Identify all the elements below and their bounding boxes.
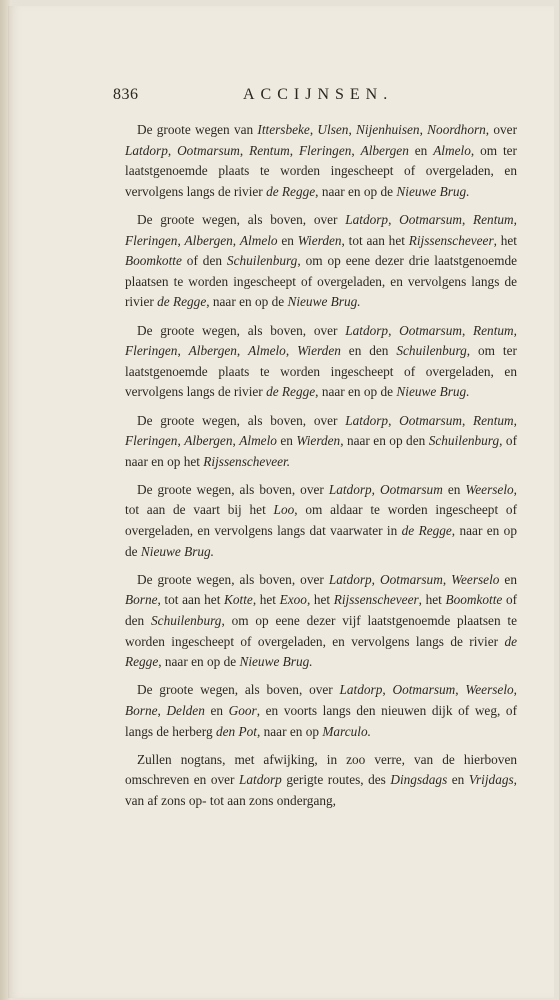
italic-text-run: Ootmarsum bbox=[399, 322, 462, 338]
text-run: , bbox=[239, 142, 250, 158]
text-run: en bbox=[408, 142, 434, 158]
italic-text-run: Latdorp bbox=[345, 322, 389, 338]
paragraph bbox=[125, 120, 517, 202]
italic-text-run: Wierden bbox=[297, 343, 341, 359]
italic-text-run: Vrijdags bbox=[468, 772, 514, 788]
text-run: , bbox=[513, 682, 517, 698]
text-run: , bbox=[461, 211, 474, 227]
italic-text-run: Rijssenscheveer bbox=[333, 592, 419, 608]
italic-text-run: Boomkotte bbox=[445, 592, 503, 608]
italic-text-run: Exoo bbox=[279, 592, 307, 608]
text-run: , bbox=[455, 682, 466, 698]
italic-text-run: Rentum bbox=[473, 412, 514, 428]
text-run: , bbox=[348, 122, 357, 137]
text-run: De groote wegen, als boven, over bbox=[137, 682, 340, 698]
text-run: , bbox=[513, 322, 517, 338]
italic-text-run: Almelo bbox=[433, 142, 471, 158]
italic-text-run: Latdorp bbox=[125, 142, 168, 158]
italic-text-run: Ittersbeke bbox=[257, 122, 310, 137]
text-run: , bbox=[371, 571, 381, 587]
text-run: en bbox=[276, 433, 297, 449]
italic-text-run: Dingsdags bbox=[390, 772, 448, 788]
italic-text-run: Ootmarsum bbox=[399, 211, 462, 227]
italic-text-run: Schuilenburg bbox=[151, 613, 222, 629]
italic-text-run: Schuilenburg bbox=[428, 433, 500, 449]
text-run: , bbox=[388, 412, 400, 428]
italic-text-run: Ootmarsum bbox=[392, 682, 456, 698]
text-run: gerigte routes, des bbox=[281, 772, 391, 788]
italic-text-run: Borne bbox=[125, 592, 158, 608]
text-run: , bbox=[351, 142, 361, 158]
text-run: , naar en op den bbox=[340, 433, 429, 449]
italic-text-run: Ootmarsum bbox=[399, 412, 462, 428]
text-run: , bbox=[388, 211, 400, 227]
italic-text-run: Boomkotte bbox=[125, 253, 182, 269]
italic-text-run: Wierden bbox=[297, 232, 342, 248]
text-run: , bbox=[513, 211, 517, 227]
text-run: , het bbox=[493, 232, 517, 248]
italic-text-run: Schuilenburg bbox=[226, 253, 298, 269]
text-run: , bbox=[442, 571, 452, 587]
text-run: , bbox=[232, 232, 240, 248]
italic-text-run: Ootmarsum bbox=[177, 142, 240, 158]
text-run: , bbox=[177, 433, 185, 449]
text-run: , bbox=[236, 343, 249, 359]
text-run: , bbox=[232, 433, 240, 449]
paragraph bbox=[125, 570, 517, 673]
italic-text-run: Fleringen bbox=[298, 142, 352, 158]
italic-text-run: Almelo bbox=[248, 343, 286, 359]
text-run: en bbox=[442, 481, 466, 497]
italic-text-run: de Regge bbox=[266, 183, 316, 199]
italic-text-run: de Regge bbox=[157, 294, 207, 310]
body-text bbox=[125, 120, 517, 819]
italic-text-run: de Regge bbox=[125, 633, 517, 670]
text-run: , bbox=[419, 122, 428, 137]
text-run: , het bbox=[252, 592, 280, 608]
italic-text-run: Nieuwe Brug. bbox=[239, 654, 313, 670]
text-run: en bbox=[499, 571, 517, 587]
text-run: , bbox=[461, 322, 474, 338]
text-run: , van af zons op- tot aan zons ondergang, bbox=[125, 772, 517, 808]
text-run: , tot aan het bbox=[157, 592, 224, 608]
text-run: , om op eene dezer drie laatstgenoemde plaatsen te worden ingescheept of overgeladen, en vervolgens langs de rivier bbox=[125, 253, 517, 310]
italic-text-run: de Regge bbox=[401, 523, 452, 539]
italic-text-run: Weerselo bbox=[451, 571, 500, 587]
text-run: , bbox=[382, 682, 393, 698]
text-run: en den bbox=[340, 343, 397, 359]
italic-text-run: den Pot bbox=[215, 723, 257, 739]
italic-text-run: Nieuwe Brug. bbox=[396, 183, 470, 199]
page-header bbox=[113, 86, 403, 108]
text-run: , bbox=[177, 232, 185, 248]
text-run: , naar en op bbox=[256, 723, 323, 739]
italic-text-run: Weerselo bbox=[465, 481, 514, 497]
italic-text-run: Nieuwe Brug. bbox=[396, 384, 470, 400]
italic-text-run: Albergen bbox=[184, 232, 233, 248]
text-run: De groote wegen, als boven, over bbox=[137, 412, 346, 428]
italic-text-run: Schuilenburg bbox=[396, 343, 467, 359]
italic-text-run: Goor bbox=[228, 703, 257, 718]
italic-text-run: Fleringen bbox=[125, 433, 178, 449]
text-run: De groote wegen van bbox=[137, 122, 258, 137]
italic-text-run: Ulsen bbox=[317, 122, 349, 137]
text-run: , bbox=[289, 142, 299, 158]
text-run: , bbox=[461, 412, 474, 428]
text-run: , naar en op de bbox=[125, 523, 517, 559]
italic-text-run: Latdorp bbox=[345, 412, 389, 428]
text-run: , bbox=[513, 412, 517, 428]
italic-text-run: Almelo bbox=[239, 232, 278, 248]
text-run: De groote wegen, als boven, over bbox=[137, 322, 346, 338]
italic-text-run: Nieuwe Brug. bbox=[287, 294, 361, 310]
italic-text-run: Almelo bbox=[239, 433, 277, 449]
italic-text-run: Nieuwe Brug. bbox=[140, 543, 215, 559]
italic-text-run: Albergen bbox=[184, 433, 233, 449]
italic-text-run: Rijssenscheveer. bbox=[203, 453, 291, 469]
text-run: , of naar en op het bbox=[125, 433, 517, 469]
italic-text-run: Nijenhuisen bbox=[356, 122, 420, 137]
paragraph bbox=[125, 750, 517, 812]
text-run: of den bbox=[181, 253, 227, 269]
italic-text-run: Fleringen bbox=[125, 232, 178, 248]
text-run: , over bbox=[485, 122, 518, 137]
text-run: , bbox=[177, 343, 189, 359]
italic-text-run: Rentum bbox=[473, 322, 514, 338]
italic-text-run: Latdorp bbox=[328, 481, 372, 497]
italic-text-run: Wierden bbox=[296, 433, 341, 449]
running-head: ACCIJNSEN. bbox=[243, 86, 394, 103]
italic-text-run: Latdorp bbox=[339, 682, 383, 698]
text-run: , om aldaar te worden ingescheept of overgeladen, en vervolgens langs dat vaarwater in bbox=[125, 502, 517, 539]
text-run: , om ter laatstgenoemde plaats te worden ingescheept of overgeladen, en vervolgens langs de rivier bbox=[125, 343, 517, 400]
text-run: , het bbox=[418, 592, 446, 608]
text-run: , om ter laatstgenoemde plaats te worden ingescheept of overgeladen, en vervolgens langs de rivier bbox=[125, 142, 517, 199]
paragraph bbox=[125, 680, 517, 742]
text-run: , bbox=[309, 122, 318, 137]
text-run: , bbox=[167, 142, 178, 158]
text-run: De groote wegen, als boven, over bbox=[137, 571, 329, 587]
text-run: , naar en op de bbox=[158, 654, 240, 670]
italic-text-run: Fleringen bbox=[125, 343, 178, 359]
italic-text-run: Noordhorn bbox=[427, 122, 486, 137]
text-run: De groote wegen, als boven, over bbox=[137, 211, 346, 227]
text-run: en bbox=[277, 232, 298, 248]
paragraph bbox=[125, 411, 517, 473]
text-run: Zullen nogtans, met afwijking, in zoo verre, van de hierboven omschreven en over bbox=[125, 751, 517, 788]
text-run: , het bbox=[306, 592, 334, 608]
paragraph bbox=[125, 210, 517, 313]
italic-text-run: Albergen bbox=[360, 142, 409, 158]
text-run: , bbox=[371, 481, 381, 497]
italic-text-run: Ootmarsum bbox=[380, 571, 443, 587]
italic-text-run: Latdorp bbox=[345, 211, 389, 227]
page-number: 836 bbox=[113, 86, 139, 103]
italic-text-run: de Regge bbox=[266, 384, 316, 400]
text-run: , en voorts langs den nieuwen dijk of weg, of langs de herberg bbox=[125, 703, 517, 739]
text-run: , naar en op de bbox=[206, 294, 288, 310]
text-run: , naar en op de bbox=[315, 384, 397, 400]
paragraph bbox=[125, 480, 517, 562]
text-run: , naar en op de bbox=[315, 183, 397, 199]
text-run: De groote wegen, als boven, over bbox=[137, 481, 329, 497]
text-run: , tot aan het bbox=[341, 232, 409, 248]
text-run: , bbox=[285, 343, 298, 359]
italic-text-run: Rentum bbox=[473, 211, 514, 227]
text-run: , om op eene dezer vijf laatstgenoemde plaatsen te worden ingescheept of overgeladen, en vervolgens langs de rivier bbox=[125, 613, 517, 649]
italic-text-run: Albergen bbox=[188, 343, 237, 359]
italic-text-run: Delden bbox=[166, 703, 205, 718]
text-run: of den bbox=[125, 592, 518, 629]
italic-text-run: Rentum bbox=[249, 142, 290, 158]
italic-text-run: Latdorp bbox=[238, 772, 282, 788]
italic-text-run: Rijssenscheveer bbox=[408, 232, 494, 248]
italic-text-run: Loo bbox=[273, 502, 295, 518]
text-run: , bbox=[388, 322, 400, 338]
italic-text-run: Weerselo bbox=[465, 682, 514, 698]
italic-text-run: Borne bbox=[125, 703, 158, 718]
italic-text-run: Latdorp bbox=[328, 571, 372, 587]
text-run: en bbox=[447, 772, 469, 788]
text-run: , tot aan de vaart bij het bbox=[125, 481, 517, 518]
italic-text-run: Marculo. bbox=[322, 723, 371, 739]
paragraph bbox=[125, 321, 517, 403]
italic-text-run: Ootmarsum bbox=[380, 481, 443, 497]
text-run: , bbox=[157, 703, 167, 718]
italic-text-run: Kotte bbox=[224, 592, 253, 608]
text-run: en bbox=[204, 703, 229, 718]
